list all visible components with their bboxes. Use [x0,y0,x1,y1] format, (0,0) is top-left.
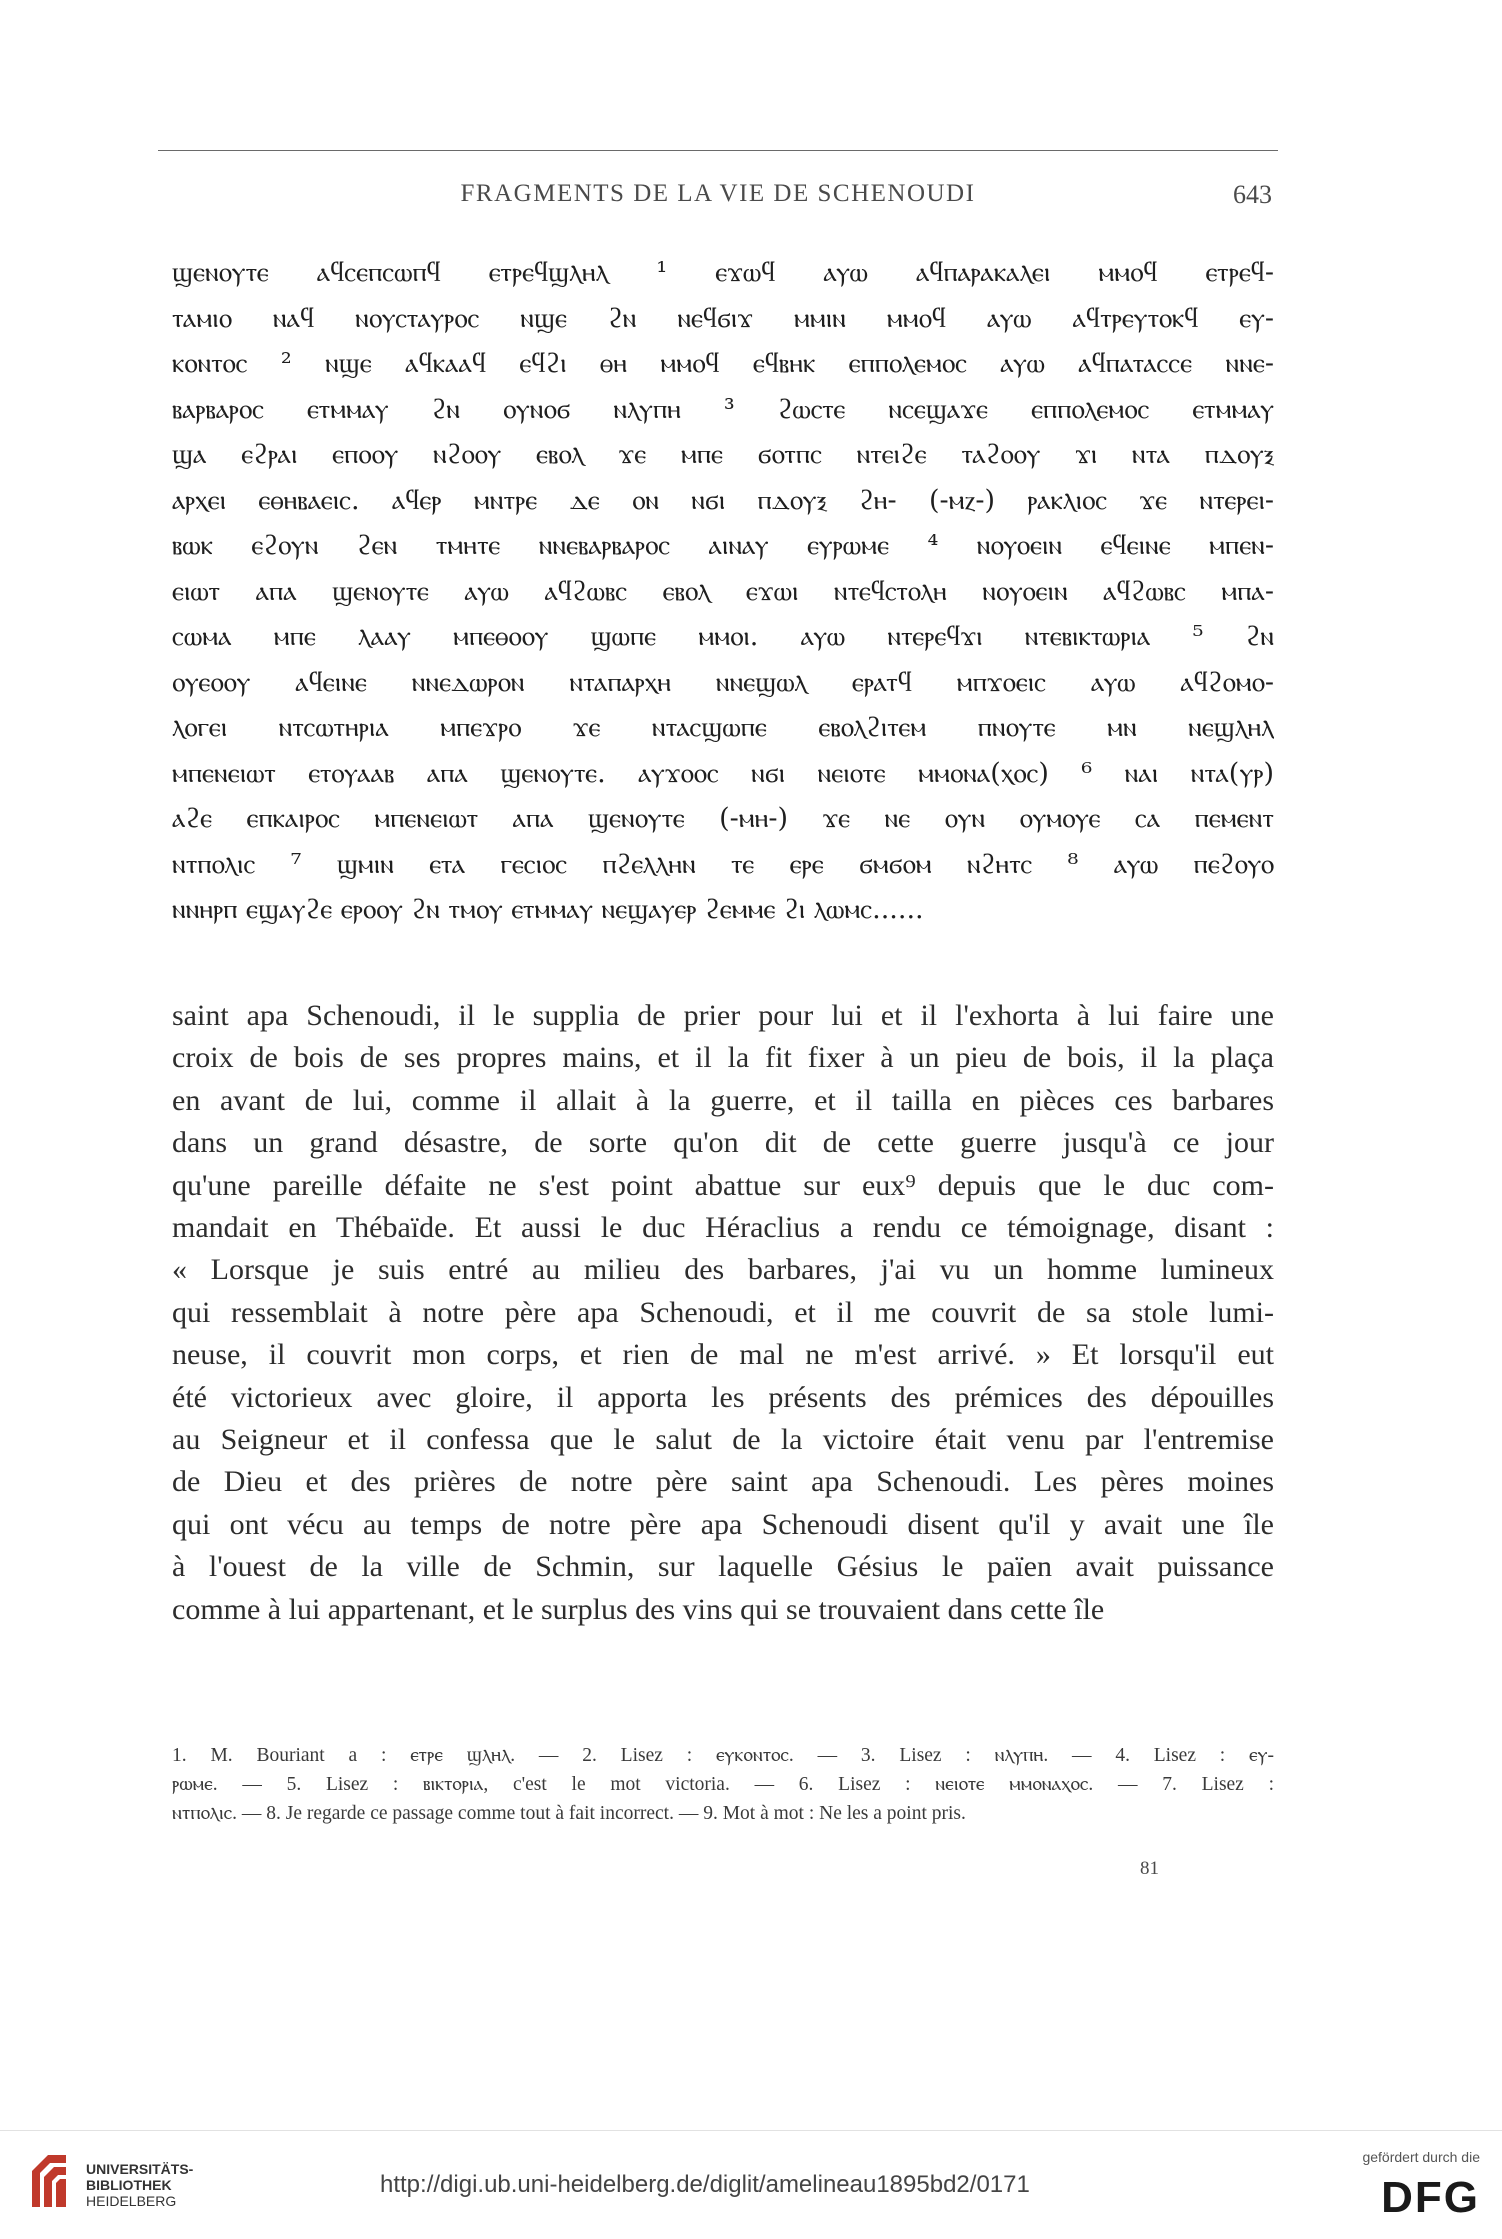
page-number: 643 [1233,180,1272,209]
digitization-footer [0,2130,1502,2239]
french-text-line: en avant de lui, comme il allait à la guerre, et il tailla en pièces ces barbares [172,1083,1274,1117]
header-rule [158,150,1278,151]
french-text-line: qu'une pareille défaite ne s'est point abattue sur eux⁹ depuis que le duc com- [172,1168,1274,1202]
coptic-text-line: ⲛⲛⲏⲣⲡ ⲉϣⲁⲩϩⲉ ⲉⲣⲟⲟⲩ ϩⲛ ⲧⲙⲟⲩ ⲉⲧⲙⲙⲁⲩ ⲛⲉϣⲁⲩⲉⲣ ϩⲉⲙⲙⲉ ϩⲓ ⲗⲱⲙⲥ...... [172,894,924,925]
running-head [158,180,1278,216]
french-text-line: à l'ouest de la ville de Schmin, sur laquelle Gésius le païen avait puissance [172,1550,1274,1584]
footnote-line: 1. M. Bouriant a : ⲉⲧⲣⲉ ϣⲗⲏⲗ. — 2. Lisez : ⲉⲩⲕⲟⲛⲧⲟⲥ. — 3. Lisez : ⲛⲗⲩⲡⲏ. — 4. Lisez : ⲉⲩ- [172,1745,1274,1766]
coptic-text-line: ϣⲉⲛⲟⲩⲧⲉ ⲁϥⲥⲉⲡⲥⲱⲡϥ ⲉⲧⲣⲉϥϣⲗⲏⲗ ¹ ⲉϫⲱϥ ⲁⲩⲱ ⲁϥⲡⲁⲣⲁⲕⲁⲗⲉⲓ ⲙⲙⲟϥ ⲉⲧⲣⲉϥ- [172,257,1274,288]
footnote-line: ⲛⲧⲡⲟⲗⲓⲥ. — 8. Je regarde ce passage comme tout à fait incorrect. — 9. Mot à mot : Ne les a point pris. [172,1803,966,1824]
coptic-text-line: ⲁⲣⲭⲉⲓ ⲉⲑⲏⲃⲁⲉⲓⲥ. ⲁϥⲉⲣ ⲙⲛⲧⲣⲉ ⲇⲉ ⲟⲛ ⲛϭⲓ ⲡⲇⲟⲩⲝ ϩⲏ- (-ⲙⲍ-) ⲣⲁⲕⲗⲓⲟⲥ ϫⲉ ⲛⲧⲉⲣⲉⲓ- [172,484,1274,516]
french-text-line: au Seigneur et il confessa que le salut de la victoire était venu par l'entremise [172,1423,1274,1457]
french-text-line: été victorieux avec gloire, il apporta les présents des prémices des dépouilles [172,1380,1274,1414]
library-name-line1: UNIVERSITÄTS- [86,2161,194,2177]
sponsor-credit [1320,2149,1480,2223]
library-name-line2: BIBLIOTHEK [86,2177,172,2193]
dfg-logo: DFG [1381,2173,1480,2222]
library-name [86,2161,193,2209]
sponsor-note: gefördert durch die [1362,2149,1480,2165]
library-name-line3: HEIDELBERG [86,2193,177,2209]
coptic-text-line: ⲟⲩⲉⲟⲟⲩ ⲁϥⲉⲓⲛⲉ ⲛⲛⲉⲇⲱⲣⲟⲛ ⲛⲧⲁⲡⲁⲣⲭⲏ ⲛⲛⲉϣⲱⲗ ⲉⲣⲁⲧϥ ⲙⲡϫⲟⲉⲓⲥ ⲁⲩⲱ ⲁϥϩⲟⲙⲟ- [172,666,1274,698]
french-text-line: croix de bois de ses propres mains, et il la fit fixer à un pieu de bois, il la plaça [172,1041,1274,1075]
coptic-text-line: ⲁϩⲉ ⲉⲡⲕⲁⲓⲣⲟⲥ ⲙⲡⲉⲛⲉⲓⲱⲧ ⲁⲡⲁ ϣⲉⲛⲟⲩⲧⲉ (-ⲙⲏ-) ϫⲉ ⲛⲉ ⲟⲩⲛ ⲟⲩⲙⲟⲩⲉ ⲥⲁ ⲡⲉⲙⲉⲛⲧ [172,803,1274,834]
coptic-text-line: ⲙⲡⲉⲛⲉⲓⲱⲧ ⲉⲧⲟⲩⲁⲁⲃ ⲁⲡⲁ ϣⲉⲛⲟⲩⲧⲉ. ⲁⲩϫⲟⲟⲥ ⲛϭⲓ ⲛⲉⲓⲟⲧⲉ ⲙⲙⲟⲛⲁ(ⲭⲟⲥ) ⁶ ⲛⲁⲓ ⲛⲧⲁ(ⲩⲣ) [172,757,1274,789]
coptic-text-line: ⲗⲟⲅⲉⲓ ⲛⲧⲥⲱⲧⲏⲣⲓⲁ ⲙⲡⲉϫⲣⲟ ϫⲉ ⲛⲧⲁⲥϣⲱⲡⲉ ⲉⲃⲟⲗϩⲓⲧⲉⲙ ⲡⲛⲟⲩⲧⲉ ⲙⲛ ⲛⲉϣⲗⲏⲗ [172,712,1274,743]
french-translation-block [172,995,1274,1631]
footnotes-block [172,1741,1274,1828]
french-text-line: dans un grand désastre, de sorte qu'on dit de cette guerre jusqu'à ce jour [172,1126,1274,1160]
coptic-text-line: ⲃⲁⲣⲃⲁⲣⲟⲥ ⲉⲧⲙⲙⲁⲩ ϩⲛ ⲟⲩⲛⲟϭ ⲛⲗⲩⲡⲏ ³ ϩⲱⲥⲧⲉ ⲛⲥⲉϣⲁϫⲉ ⲉⲡⲡⲟⲗⲉⲙⲟⲥ ⲉⲧⲙⲙⲁⲩ [172,393,1274,425]
french-text-line: de Dieu et des prières de notre père saint apa Schenoudi. Les pères moines [172,1465,1274,1499]
french-text-line: saint apa Schenoudi, il le supplia de prier pour lui et il l'exhorta à lui faire une [172,999,1274,1032]
coptic-text-line: ϣⲁ ⲉϩⲣⲁⲓ ⲉⲡⲟⲟⲩ ⲛϩⲟⲟⲩ ⲉⲃⲟⲗ ϫⲉ ⲙⲡⲉ ϭⲟⲧⲡⲥ ⲛⲧⲉⲓϩⲉ ⲧⲁϩⲟⲟⲩ ϫⲓ ⲛⲧⲁ ⲡⲇⲟⲩⲝ [172,439,1274,470]
french-text-line: qui ressemblait à notre père apa Schenoudi, et il me couvrit de sa stole lumi- [172,1295,1274,1329]
sheet-signature-number: 81 [1140,1858,1159,1879]
coptic-text-line: ⲥⲱⲙⲁ ⲙⲡⲉ ⲗⲁⲁⲩ ⲙⲡⲉⲑⲟⲟⲩ ϣⲱⲡⲉ ⲙⲙⲟⲓ. ⲁⲩⲱ ⲛⲧⲉⲣⲉϥϫⲓ ⲛⲧⲉⲃⲓⲕⲧⲱⲣⲓⲁ ⁵ ϩⲛ [172,621,1274,652]
running-title: FRAGMENTS DE LA VIE DE SCHENOUDI [460,180,976,207]
french-text-line: comme à lui appartenant, et le surplus des vins qui se trouvaient dans cette île [172,1592,1105,1626]
coptic-text-line: ⲧⲁⲙⲓⲟ ⲛⲁϥ ⲛⲟⲩⲥⲧⲁⲩⲣⲟⲥ ⲛϣⲉ ϩⲛ ⲛⲉϥϭⲓϫ ⲙⲙⲓⲛ ⲙⲙⲟϥ ⲁⲩⲱ ⲁϥⲧⲣⲉⲩⲧⲟⲕϥ ⲉⲩ- [172,302,1274,334]
french-text-line: neuse, il couvrit mon corps, et rien de mal ne m'est arrivé. » Et lorsqu'il eut [172,1338,1274,1372]
coptic-text-block [172,250,1274,933]
coptic-text-line: ⲉⲓⲱⲧ ⲁⲡⲁ ϣⲉⲛⲟⲩⲧⲉ ⲁⲩⲱ ⲁϥϩⲱⲃⲥ ⲉⲃⲟⲗ ⲉϫⲱⲓ ⲛⲧⲉϥⲥⲧⲟⲗⲏ ⲛⲟⲩⲟⲉⲓⲛ ⲁϥϩⲱⲃⲥ ⲙⲡⲁ- [172,575,1274,607]
university-library-logo-icon [28,2147,70,2213]
coptic-text-line: ⲃⲱⲕ ⲉϩⲟⲩⲛ ϩⲉⲛ ⲧⲙⲏⲧⲉ ⲛⲛⲉⲃⲁⲣⲃⲁⲣⲟⲥ ⲁⲓⲛⲁⲩ ⲉⲩⲣⲱⲙⲉ ⁴ ⲛⲟⲩⲟⲉⲓⲛ ⲉϥⲉⲓⲛⲉ ⲙⲡⲉⲛ- [172,530,1274,561]
french-text-line: « Lorsque je suis entré au milieu des barbares, j'ai vu un homme lumineux [172,1253,1274,1287]
footnote-line: ⲣⲱⲙⲉ. — 5. Lisez : ⲃⲓⲕⲧⲟⲣⲓⲁ, c'est le mot victoria. — 6. Lisez : ⲛⲉⲓⲟⲧⲉ ⲙⲙⲟⲛⲁⲭⲟⲥ. — 7. Lisez : [172,1774,1274,1795]
permalink-url[interactable]: http://digi.ub.uni-heidelberg.de/diglit/amelineau1895bd2/0171 [380,2171,1030,2198]
french-text-line: qui ont vécu au temps de notre père apa Schenoudi disent qu'il y avait une île [172,1507,1274,1541]
coptic-text-line: ⲛⲧⲡⲟⲗⲓⲥ ⁷ ϣⲙⲓⲛ ⲉⲧⲁ ⲅⲉⲥⲓⲟⲥ ⲡϩⲉⲗⲗⲏⲛ ⲧⲉ ⲉⲣⲉ ϭⲙϭⲟⲙ ⲛϩⲏⲧⲥ ⁸ ⲁⲩⲱ ⲡⲉϩⲟⲩⲟ [172,848,1274,880]
coptic-text-line: ⲕⲟⲛⲧⲟⲥ ² ⲛϣⲉ ⲁϥⲕⲁⲁϥ ⲉϥϩⲓ ⲑⲏ ⲙⲙⲟϥ ⲉϥⲃⲏⲕ ⲉⲡⲡⲟⲗⲉⲙⲟⲥ ⲁⲩⲱ ⲁϥⲡⲁⲧⲁⲥⲥⲉ ⲛⲛⲉ- [172,348,1274,379]
french-text-line: mandait en Thébaïde. Et aussi le duc Héraclius a rendu ce témoignage, disant : [172,1211,1274,1245]
